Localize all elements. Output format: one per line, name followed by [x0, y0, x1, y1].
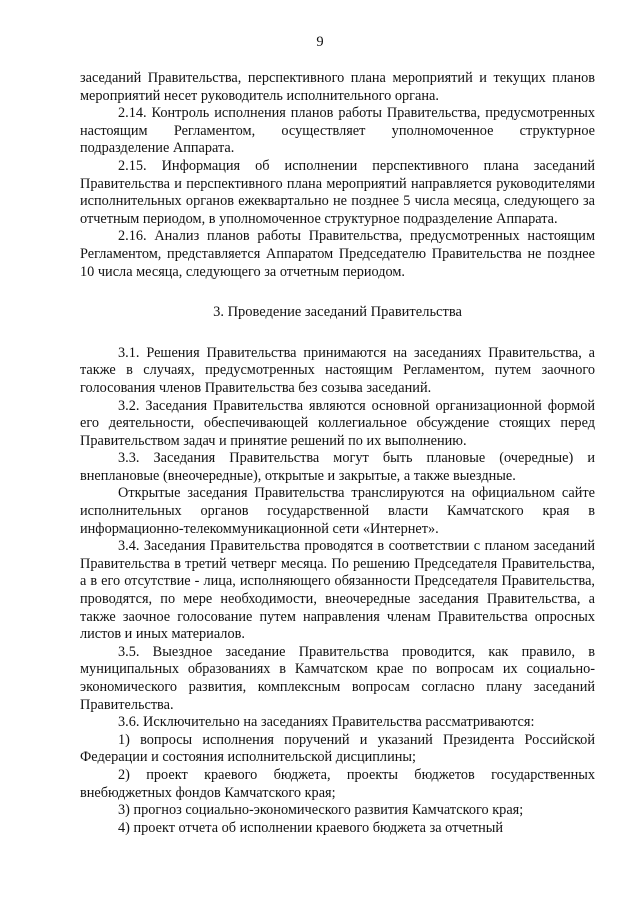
page-number: 9: [316, 34, 324, 50]
list-item: 3) прогноз социально-экономического развития Камчатского края;: [118, 802, 524, 819]
paragraph: 3.5. Выездное заседание Правительства проводится, как правило, в муниципальных образованиях в Камчатском крае по вопросам их социально-экономического развития, комплексным вопросам согласно плану заседаний Правительства.: [80, 643, 595, 713]
document-body: [80, 70, 595, 837]
paragraph: 3.4. Заседания Правительства проводятся в соответствии с планом заседаний Правительства в третий четверг месяца. По решению Председателя Правительства, а в его отсутствие - лица, исполняющего обязанности Председателя Правительства, проводятся, по мере необходимости, внеочередные заседания Правительства, а также заочное голосование путем направления членам Правительства опросных листов и иных материалов.: [80, 538, 595, 643]
paragraph: заседаний Правительства, перспективного плана мероприятий и текущих планов мероприятий несет руководитель исполнительного органа.: [80, 70, 595, 104]
paragraph: 2.15. Информация об исполнении перспективного плана заседаний Правительства и перспективного плана мероприятий направляется руководителями исполнительных органов ежеквартально не позднее 5 числа месяца, следующего за отчетным периодом, в уполномоченное структурное подразделение Аппарата.: [80, 157, 595, 227]
paragraph: Открытые заседания Правительства транслируются на официальном сайте исполнительных органов государственной власти Камчатского края в информационно-телекоммуникационной сети «Интернет».: [80, 485, 595, 537]
section-heading: 3. Проведение заседаний Правительства: [213, 304, 462, 321]
paragraph: 3.2. Заседания Правительства являются основной организационной формой его деятельности, обеспечивающей коллегиальное обсуждение стоящих перед Правительством задач и принятие решений по их выполнению.: [80, 397, 595, 449]
list-item: 2) проект краевого бюджета, проекты бюджетов государственных внебюджетных фондов Камчатского края;: [80, 766, 595, 801]
paragraph: 3.6. Исключительно на заседаниях Правительства рассматриваются:: [118, 714, 535, 731]
paragraph: 3.1. Решения Правительства принимаются на заседаниях Правительства, а также в случаях, предусмотренных настоящим Регламентом, путем заочного голосования членов Правительства без созыва заседаний.: [80, 344, 595, 396]
paragraph: 2.16. Анализ планов работы Правительства, предусмотренных настоящим Регламентом, представляется Аппаратом Председателю Правительства не позднее 10 числа месяца, следующего за отчетным периодом.: [80, 228, 595, 280]
paragraph: 2.14. Контроль исполнения планов работы Правительства, предусмотренных настоящим Регламентом, осуществляет уполномоченное структурное подразделение Аппарата.: [80, 105, 595, 157]
paragraph: 3.3. Заседания Правительства могут быть плановые (очередные) и внеплановые (внеочередные), открытые и закрытые, а также выездные.: [80, 450, 595, 484]
list-item: 1) вопросы исполнения поручений и указаний Президента Российской Федерации и состояния исполнительской дисциплины;: [80, 731, 595, 766]
list-item: 4) проект отчета об исполнении краевого бюджета за отчетный: [118, 819, 504, 836]
